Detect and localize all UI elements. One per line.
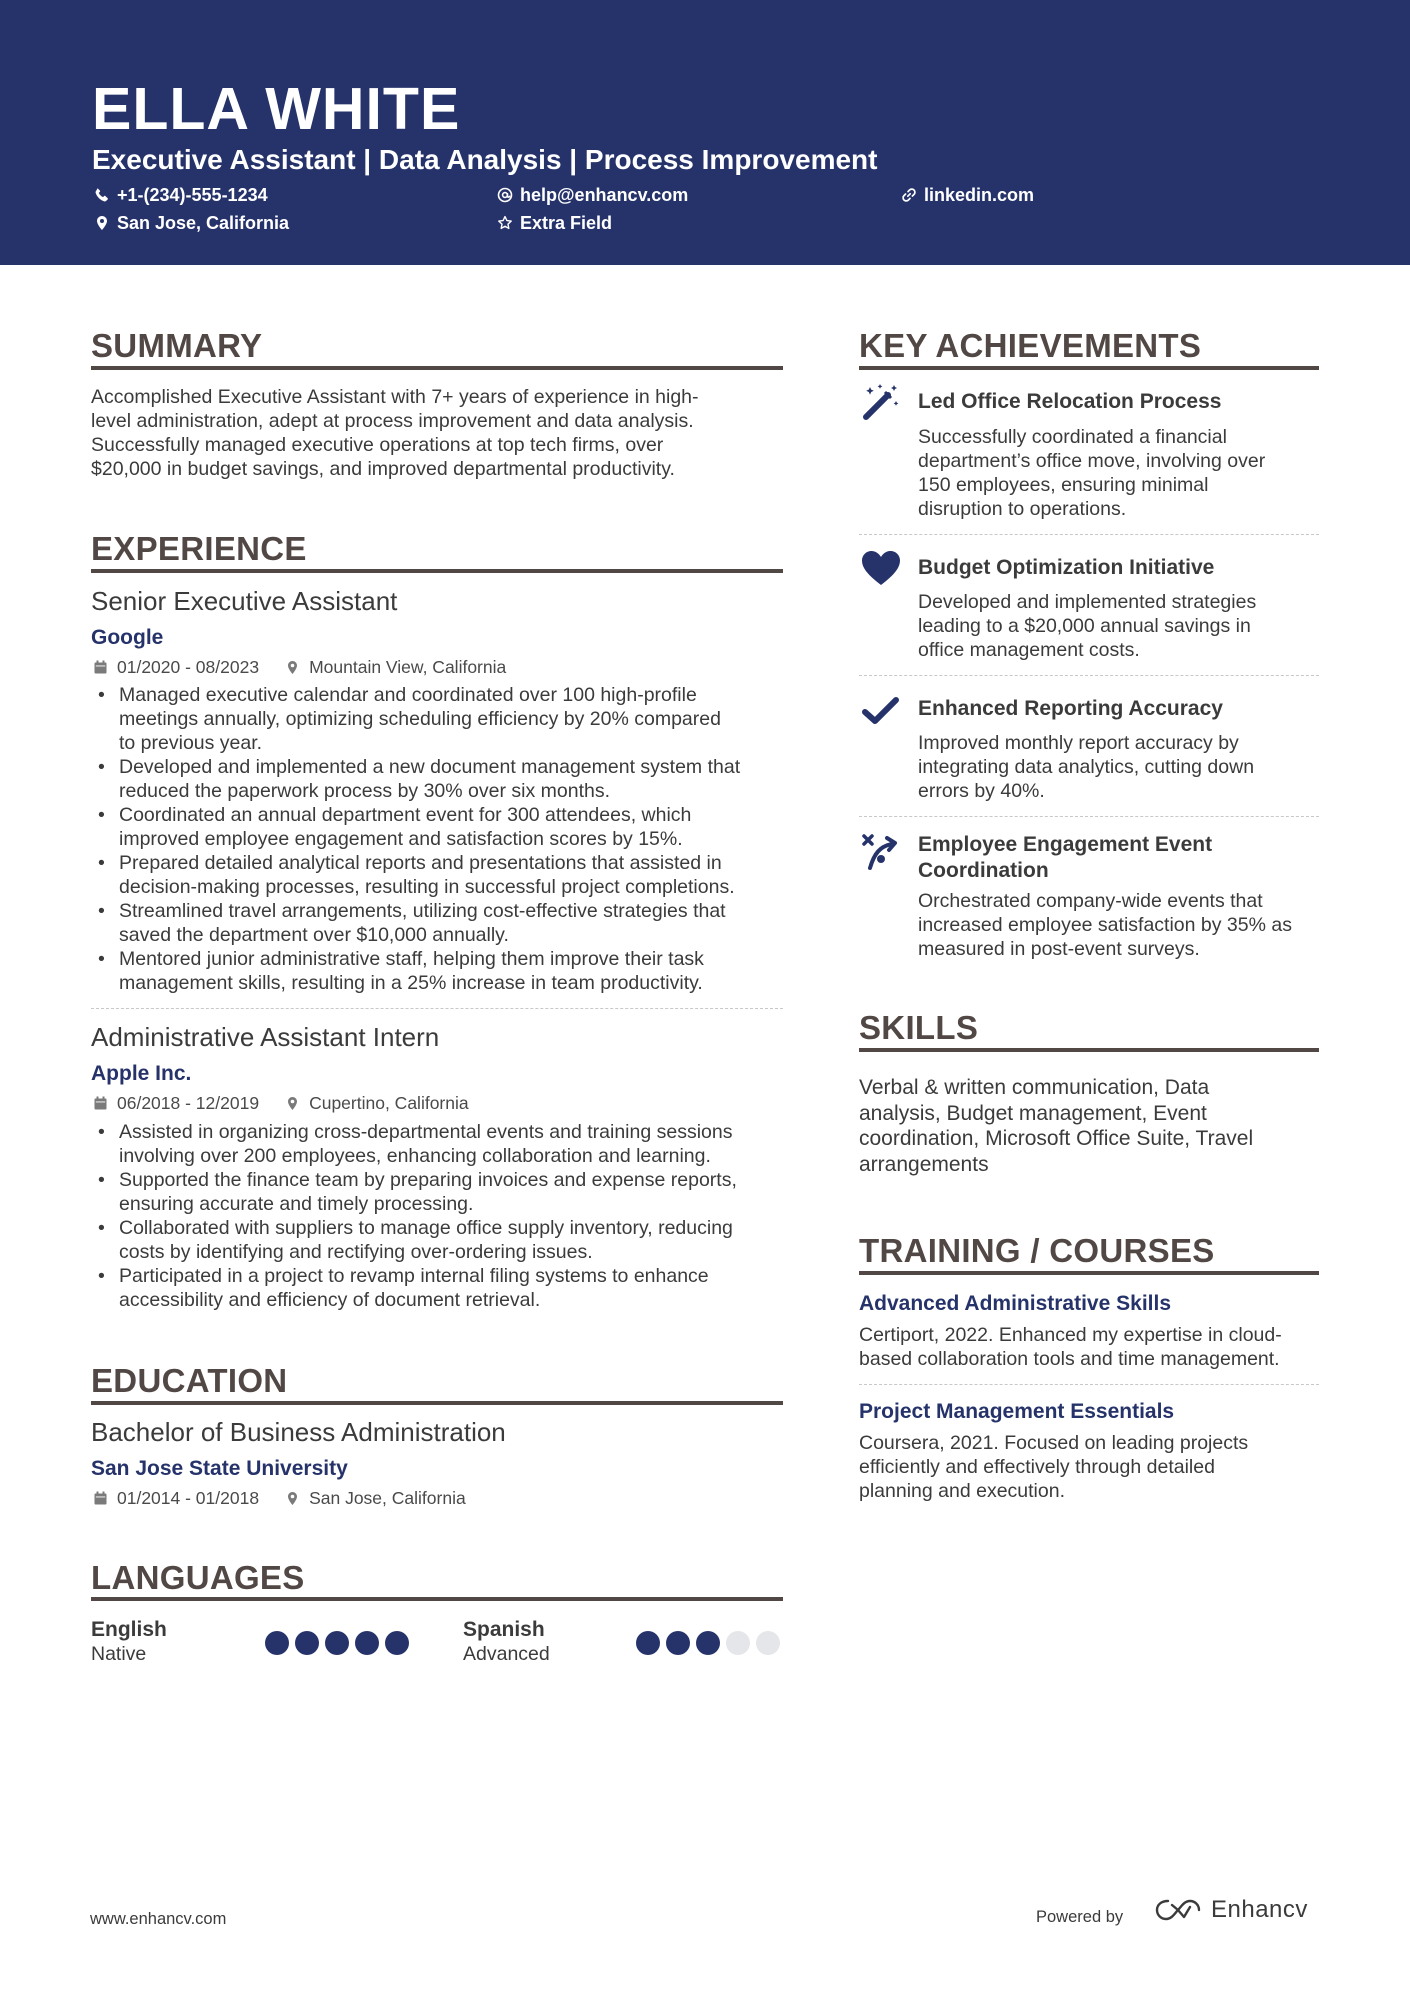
experience-divider xyxy=(91,569,783,573)
education-dates: 01/2014 - 01/2018 xyxy=(117,1488,260,1508)
job-bullets xyxy=(92,1120,792,1312)
phone-text: +1-(234)-555-1234 xyxy=(117,185,268,205)
bullet-item: • Collaborated with suppliers to manage office supply inventory, reducing costs by identifying and rectifying over-ordering issues. xyxy=(92,1216,792,1264)
bullet-item: • Supported the finance team by preparing invoices and expense reports, ensuring accurate and timely processing. xyxy=(92,1168,792,1216)
contact-phone xyxy=(94,183,268,207)
at-icon xyxy=(497,187,513,203)
extra-field-text: Extra Field xyxy=(520,213,613,233)
strategy-icon xyxy=(860,830,902,872)
bullet-item: • Prepared detailed analytical reports and presentations that assisted in decision-making processes, resulting in successful project completions. xyxy=(92,851,792,899)
candidate-name: ELLA WHITE xyxy=(92,76,461,142)
job-location: Mountain View, California xyxy=(309,657,507,677)
language-level: Advanced xyxy=(463,1643,550,1665)
achievement-separator xyxy=(859,675,1319,676)
checkmark-icon xyxy=(860,690,902,732)
rating-dot-filled xyxy=(696,1631,720,1655)
achievement-description: Successfully coordinated a financial department’s office move, involving over 150 employees, ensuring minimal disruption to operations. xyxy=(918,426,1266,520)
linkedin-text[interactable]: linkedin.com xyxy=(924,185,1035,205)
location-pin-icon xyxy=(285,660,300,675)
experience-heading: EXPERIENCE xyxy=(91,530,307,567)
contact-extra xyxy=(497,211,612,235)
course-description: Certiport, 2022. Enhanced my expertise in cloud- based collaboration tools and time management. xyxy=(859,1324,1282,1370)
bullet-item: • Streamlined travel arrangements, utilizing cost-effective strategies that saved the department over $10,000 annually. xyxy=(92,899,792,947)
education-location: San Jose, California xyxy=(309,1488,466,1508)
training-divider xyxy=(859,1271,1319,1275)
achievement-description: Developed and implemented strategies leading to a $20,000 annual savings in office management costs. xyxy=(918,591,1257,661)
rating-dot-empty xyxy=(756,1631,780,1655)
achievement-description: Improved monthly report accuracy by integrating data analytics, cutting down errors by 40%. xyxy=(918,732,1255,802)
course-separator xyxy=(859,1384,1319,1385)
course-description: Coursera, 2021. Focused on leading projects efficiently and effectively through detailed planning and execution. xyxy=(859,1432,1249,1502)
location-pin-icon xyxy=(94,215,110,231)
job-title: Senior Executive Assistant xyxy=(91,586,398,616)
job-dates: 06/2018 - 12/2019 xyxy=(117,1093,260,1113)
job-dates: 01/2020 - 08/2023 xyxy=(117,657,260,677)
summary-line: Successfully managed executive operations at top tech firms, over xyxy=(91,434,664,456)
heart-icon xyxy=(860,547,902,589)
summary-heading: SUMMARY xyxy=(91,327,263,364)
brand-name: Enhancv xyxy=(1211,1896,1308,1923)
skills-heading: SKILLS xyxy=(859,1009,979,1046)
languages-heading: LANGUAGES xyxy=(91,1559,305,1596)
footer-website[interactable]: www.enhancv.com xyxy=(90,1910,227,1928)
achievements-heading: KEY ACHIEVEMENTS xyxy=(859,327,1202,364)
location-pin-icon xyxy=(285,1096,300,1111)
job-meta xyxy=(93,1092,469,1114)
star-icon xyxy=(497,215,513,231)
summary-line: $20,000 in budget savings, and improved departmental productivity. xyxy=(91,458,675,480)
contact-email[interactable] xyxy=(497,183,688,207)
location-text: San Jose, California xyxy=(117,213,290,233)
location-pin-icon xyxy=(285,1491,300,1506)
contact-linkedin[interactable] xyxy=(901,183,1034,207)
email-text[interactable]: help@enhancv.com xyxy=(520,185,689,205)
achievement-description: Orchestrated company-wide events that increased employee satisfaction by 35% as measured in post-event surveys. xyxy=(918,890,1292,960)
bullet-item: • Assisted in organizing cross-departmental events and training sessions involving over 200 employees, enhancing collaboration and learning. xyxy=(92,1120,792,1168)
enhancv-logo[interactable] xyxy=(1155,1896,1308,1924)
summary-divider xyxy=(91,366,783,370)
company-name: Apple Inc. xyxy=(91,1062,192,1085)
course-title: Project Management Essentials xyxy=(859,1400,1175,1423)
link-icon xyxy=(901,187,917,203)
language-rating xyxy=(636,1631,780,1655)
achievement-title: Led Office Relocation Process xyxy=(918,390,1222,413)
bullet-item: • Developed and implemented a new document management system that reduced the paperwork process by 30% over six months. xyxy=(92,755,792,803)
skills-list: Verbal & written communication, Data analysis, Budget management, Event coordination, Microsoft Office Suite, Travel arrangements xyxy=(859,1076,1254,1176)
course-title: Advanced Administrative Skills xyxy=(859,1292,1171,1315)
magic-wand-icon xyxy=(860,381,902,423)
language-name: English xyxy=(91,1618,167,1641)
rating-dot-filled xyxy=(325,1631,349,1655)
achievement-title: Employee Engagement Event Coordination xyxy=(918,833,1213,882)
job-title: Administrative Assistant Intern xyxy=(91,1022,440,1052)
job-separator xyxy=(91,1008,783,1009)
powered-by-label: Powered by xyxy=(1036,1908,1124,1926)
bullet-item: • Mentored junior administrative staff, helping them improve their task management skills, resulting in a 25% increase in team productivity. xyxy=(92,947,792,995)
contact-location xyxy=(94,211,289,235)
school-name: San Jose State University xyxy=(91,1457,348,1480)
rating-dot-filled xyxy=(666,1631,690,1655)
calendar-icon xyxy=(93,1096,108,1111)
summary-text xyxy=(91,385,699,481)
language-name: Spanish xyxy=(463,1618,545,1641)
bullet-item: • Coordinated an annual department event for 300 attendees, which improved employee engagement and satisfaction scores by 15%. xyxy=(92,803,792,851)
job-location: Cupertino, California xyxy=(309,1093,469,1113)
resume-header xyxy=(0,0,1410,265)
skills-divider xyxy=(859,1048,1319,1052)
job-bullets xyxy=(92,683,792,995)
education-heading: EDUCATION xyxy=(91,1362,288,1399)
achievement-separator xyxy=(859,816,1319,817)
rating-dot-filled xyxy=(265,1631,289,1655)
phone-icon xyxy=(94,187,110,203)
job-meta xyxy=(93,656,506,678)
degree-title: Bachelor of Business Administration xyxy=(91,1417,506,1447)
language-level: Native xyxy=(91,1643,147,1665)
achievement-title: Budget Optimization Initiative xyxy=(918,556,1215,579)
languages-divider xyxy=(91,1597,783,1601)
rating-dot-filled xyxy=(355,1631,379,1655)
training-heading: TRAINING / COURSES xyxy=(859,1232,1215,1269)
calendar-icon xyxy=(93,1491,108,1506)
calendar-icon xyxy=(93,660,108,675)
education-meta xyxy=(93,1487,466,1509)
achievement-title: Enhanced Reporting Accuracy xyxy=(918,697,1223,720)
rating-dot-filled xyxy=(636,1631,660,1655)
achievements-divider xyxy=(859,366,1319,370)
rating-dot-filled xyxy=(295,1631,319,1655)
summary-line: Accomplished Executive Assistant with 7+ years of experience in high- xyxy=(91,386,699,408)
summary-line: level administration, adept at process improvement and data analysis. xyxy=(91,410,694,432)
rating-dot-empty xyxy=(726,1631,750,1655)
rating-dot-filled xyxy=(385,1631,409,1655)
candidate-headline: Executive Assistant | Data Analysis | Process Improvement xyxy=(92,144,878,175)
company-name: Google xyxy=(91,626,164,649)
bullet-item: • Participated in a project to revamp internal filing systems to enhance accessibility and efficiency of document retrieval. xyxy=(92,1264,792,1312)
enhancv-logo-icon xyxy=(1155,1897,1201,1923)
education-divider xyxy=(91,1401,783,1405)
bullet-item: • Managed executive calendar and coordinated over 100 high-profile meetings annually, optimizing scheduling efficiency by 20% compared to previous year. xyxy=(92,683,792,755)
language-rating xyxy=(265,1631,409,1655)
achievement-separator xyxy=(859,534,1319,535)
